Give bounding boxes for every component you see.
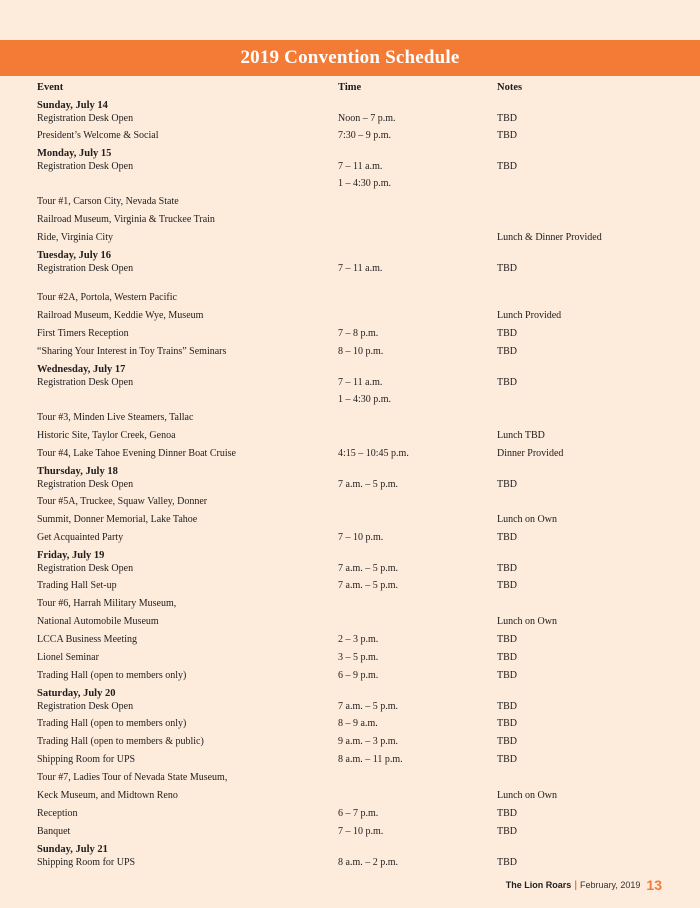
event-cell: Registration Desk Open — [37, 113, 134, 124]
notes-cell: Lunch & Dinner Provided — [497, 232, 602, 243]
day-label: Tuesday, July 16 — [37, 250, 112, 261]
table-row — [37, 631, 677, 649]
day-label: Wednesday, July 17 — [37, 364, 126, 375]
time-cell: 7 a.m. – 5 p.m. — [338, 563, 398, 574]
notes-cell: TBD — [497, 377, 517, 388]
row-spacer — [37, 277, 677, 289]
event-cell: Tour #3, Minden Live Steamers, Tallac — [37, 412, 194, 423]
day-heading — [37, 361, 677, 376]
title-banner — [0, 40, 700, 76]
table-row — [37, 211, 677, 229]
time-cell: 7 – 8 p.m. — [338, 328, 379, 339]
time-cell: 7 a.m. – 5 p.m. — [338, 580, 398, 591]
notes-cell: TBD — [497, 161, 517, 172]
time-cell: 7:30 – 9 p.m. — [338, 130, 392, 141]
column-header-event: Event — [37, 82, 64, 93]
event-cell: Trading Hall (open to members only) — [37, 718, 187, 729]
notes-cell: TBD — [497, 563, 517, 574]
table-row — [37, 787, 677, 805]
table-row — [37, 493, 677, 511]
time-cell: 7 a.m. – 5 p.m. — [338, 701, 398, 712]
table-row — [37, 112, 677, 127]
notes-cell: TBD — [497, 479, 517, 490]
table-row — [37, 376, 677, 391]
event-cell: Tour #1, Carson City, Nevada State — [37, 196, 179, 207]
table-row — [37, 262, 677, 277]
notes-cell: TBD — [497, 113, 517, 124]
day-heading — [37, 247, 677, 262]
table-row — [37, 649, 677, 667]
event-cell: First Timers Reception — [37, 328, 129, 339]
time-cell: 6 – 7 p.m. — [338, 808, 379, 819]
event-cell: Railroad Museum, Virginia & Truckee Train — [37, 214, 215, 225]
table-row — [37, 529, 677, 547]
table-row — [37, 193, 677, 211]
event-cell: Tour #6, Harrah Military Museum, — [37, 598, 177, 609]
notes-cell: TBD — [497, 718, 517, 729]
day-label: Friday, July 19 — [37, 550, 105, 561]
table-row — [37, 733, 677, 751]
notes-cell: TBD — [497, 263, 517, 274]
column-header-notes: Notes — [497, 82, 523, 93]
time-cell: 7 a.m. – 5 p.m. — [338, 479, 398, 490]
event-cell: Registration Desk Open — [37, 701, 134, 712]
day-heading — [37, 547, 677, 562]
notes-cell: TBD — [497, 701, 517, 712]
notes-cell: TBD — [497, 754, 517, 765]
time-cell: 3 – 5 p.m. — [338, 652, 379, 663]
notes-cell: Dinner Provided — [497, 448, 564, 459]
table-row — [37, 478, 677, 493]
page-title: 2019 Convention Schedule — [240, 47, 460, 68]
table-row — [37, 613, 677, 631]
event-cell: Tour #5A, Truckee, Squaw Valley, Donner — [37, 496, 208, 507]
notes-cell: Lunch on Own — [497, 790, 557, 801]
event-cell: Ride, Virginia City — [37, 232, 113, 243]
publication-name: The Lion Roars — [505, 880, 572, 890]
notes-cell: TBD — [497, 634, 517, 645]
time-cell: 8 a.m. – 11 p.m. — [338, 754, 403, 765]
time-cell: 9 a.m. – 3 p.m. — [338, 736, 398, 747]
event-cell: Get Acquainted Party — [37, 532, 124, 543]
time-cell: 1 – 4:30 p.m. — [338, 178, 392, 189]
table-row — [37, 700, 677, 715]
event-cell: President’s Welcome & Social — [37, 130, 159, 141]
time-cell: 7 – 10 p.m. — [338, 826, 384, 837]
event-cell: Banquet — [37, 826, 71, 837]
notes-cell: Lunch Provided — [497, 310, 562, 321]
notes-cell: TBD — [497, 580, 517, 591]
time-cell: 6 – 9 p.m. — [338, 670, 379, 681]
notes-cell: Lunch on Own — [497, 616, 557, 627]
notes-cell: TBD — [497, 826, 517, 837]
notes-cell: TBD — [497, 532, 517, 543]
page-number: 13 — [646, 877, 662, 893]
notes-cell: TBD — [497, 346, 517, 357]
schedule-table — [37, 80, 677, 871]
table-row — [37, 343, 677, 361]
footer-separator: | — [574, 879, 578, 891]
notes-cell: TBD — [497, 652, 517, 663]
day-heading — [37, 841, 677, 856]
event-cell: National Automobile Museum — [37, 616, 159, 627]
time-cell: 7 – 11 a.m. — [338, 263, 383, 274]
notes-cell: TBD — [497, 670, 517, 681]
event-cell: Reception — [37, 808, 78, 819]
time-cell: 4:15 – 10:45 p.m. — [338, 448, 409, 459]
column-header-time: Time — [338, 82, 362, 93]
time-cell: 7 – 11 a.m. — [338, 161, 383, 172]
table-row — [37, 577, 677, 595]
event-cell: LCCA Business Meeting — [37, 634, 138, 645]
event-cell: Trading Hall (open to members & public) — [37, 736, 204, 747]
notes-cell: Lunch TBD — [497, 430, 545, 441]
notes-cell: Lunch on Own — [497, 514, 557, 525]
time-cell: 8 a.m. – 2 p.m. — [338, 857, 398, 868]
event-cell: Registration Desk Open — [37, 263, 134, 274]
event-cell: Historic Site, Taylor Creek, Genoa — [37, 430, 176, 441]
table-row — [37, 715, 677, 733]
notes-cell: TBD — [497, 328, 517, 339]
notes-cell: TBD — [497, 736, 517, 747]
event-cell: Railroad Museum, Keddie Wye, Museum — [37, 310, 204, 321]
table-row — [37, 289, 677, 307]
table-row — [37, 856, 677, 871]
day-heading — [37, 145, 677, 160]
event-cell: Registration Desk Open — [37, 563, 134, 574]
day-heading — [37, 463, 677, 478]
notes-cell: TBD — [497, 130, 517, 141]
event-cell: Trading Hall Set-up — [37, 580, 117, 591]
event-cell: Summit, Donner Memorial, Lake Tahoe — [37, 514, 198, 525]
day-heading — [37, 685, 677, 700]
day-label: Thursday, July 18 — [37, 466, 118, 477]
notes-cell: TBD — [497, 857, 517, 868]
day-label: Monday, July 15 — [37, 148, 112, 159]
event-cell: Registration Desk Open — [37, 479, 134, 490]
table-row — [37, 445, 677, 463]
table-row — [37, 427, 677, 445]
table-row — [37, 127, 677, 145]
event-cell: “Sharing Your Interest in Toy Trains” Seminars — [37, 346, 227, 357]
day-label: Sunday, July 21 — [37, 844, 108, 855]
event-cell: Shipping Room for UPS — [37, 754, 136, 765]
issue-date: February, 2019 — [580, 880, 641, 890]
table-row — [37, 325, 677, 343]
event-cell: Registration Desk Open — [37, 161, 134, 172]
time-cell: 7 – 10 p.m. — [338, 532, 384, 543]
table-row — [37, 823, 677, 841]
table-row — [37, 229, 677, 247]
page-footer — [506, 876, 662, 894]
day-heading — [37, 97, 677, 112]
event-cell: Tour #2A, Portola, Western Pacific — [37, 292, 177, 303]
time-cell: 8 – 10 p.m. — [338, 346, 384, 357]
time-cell: 1 – 4:30 p.m. — [338, 394, 392, 405]
table-row — [37, 307, 677, 325]
event-cell: Keck Museum, and Midtown Reno — [37, 790, 178, 801]
table-row — [37, 751, 677, 769]
table-row — [37, 769, 677, 787]
table-row — [37, 562, 677, 577]
time-cell: Noon – 7 p.m. — [338, 113, 396, 124]
table-row — [37, 391, 677, 409]
event-cell: Tour #4, Lake Tahoe Evening Dinner Boat Cruise — [37, 448, 236, 459]
time-cell: 7 – 11 a.m. — [338, 377, 383, 388]
day-label: Saturday, July 20 — [37, 688, 116, 699]
event-cell: Tour #7, Ladies Tour of Nevada State Museum, — [37, 772, 228, 783]
event-cell: Lionel Seminar — [37, 652, 99, 663]
event-cell: Registration Desk Open — [37, 377, 134, 388]
table-row — [37, 511, 677, 529]
table-row — [37, 175, 677, 193]
table-row — [37, 667, 677, 685]
event-cell: Trading Hall (open to members only) — [37, 670, 187, 681]
table-header — [37, 80, 677, 97]
notes-cell: TBD — [497, 808, 517, 819]
table-row — [37, 160, 677, 175]
table-row — [37, 805, 677, 823]
time-cell: 8 – 9 a.m. — [338, 718, 378, 729]
day-label: Sunday, July 14 — [37, 100, 108, 111]
time-cell: 2 – 3 p.m. — [338, 634, 379, 645]
event-cell: Shipping Room for UPS — [37, 857, 136, 868]
table-row — [37, 595, 677, 613]
table-row — [37, 409, 677, 427]
